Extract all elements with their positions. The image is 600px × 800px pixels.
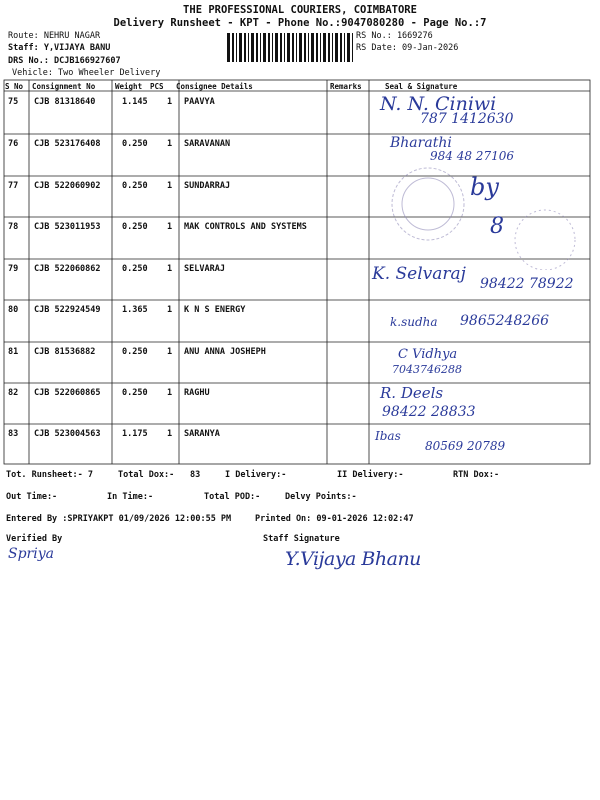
row-weight: 1.145	[122, 97, 148, 107]
col-sno: S No	[5, 82, 24, 91]
row-weight: 0.250	[122, 139, 148, 149]
row-signature-phone: 98422 28833	[382, 404, 476, 420]
row-consignment-no: CJB 522060862	[34, 264, 101, 274]
staff-label: Staff: Y,VIJAYA BANU	[8, 43, 111, 53]
row-pcs: 1	[167, 429, 173, 439]
rs-date: RS Date: 09-Jan-2026	[356, 43, 459, 53]
row-signature: C Vidhya	[398, 347, 458, 362]
row-consignee: RAGHU	[184, 388, 210, 398]
col-consignee: Consignee Details	[176, 82, 253, 91]
row-signature: 8	[490, 214, 504, 239]
row-signature-phone: 9865248266	[460, 313, 550, 329]
verified-by-label: Verified By	[6, 534, 63, 544]
row-sno: 81	[8, 347, 19, 357]
entered-by: Entered By :SPRIYAKPT 01/09/2026 12:00:55 PM	[6, 514, 232, 524]
row-weight: 0.250	[122, 222, 148, 232]
stamp-seal-icon	[380, 160, 580, 270]
row-sno: 80	[8, 305, 19, 315]
total-dox-label: Total Dox:-	[118, 470, 175, 480]
row-consignment-no: CJB 523176408	[34, 139, 101, 149]
ii-delivery: II Delivery:-	[337, 470, 404, 480]
row-sno: 78	[8, 222, 19, 232]
row-sno: 79	[8, 264, 19, 274]
col-remarks: Remarks	[330, 82, 362, 91]
i-delivery: I Delivery:-	[225, 470, 287, 480]
col-consignment: Consignment No	[32, 82, 96, 91]
verified-signature: Spriya	[8, 546, 54, 562]
col-weight: Weight	[115, 82, 143, 91]
row-consignment-no: CJB 522060902	[34, 181, 101, 191]
row-consignment-no: CJB 522924549	[34, 305, 101, 315]
row-consignee: SELVARAJ	[184, 264, 225, 274]
row-signature: K. Selvaraj	[372, 264, 466, 284]
row-consignee: K N S ENERGY	[184, 305, 246, 315]
row-consignment-no: CJB 81536882	[34, 347, 96, 357]
row-signature-phone: 984 48 27106	[430, 149, 514, 163]
row-consignment-no: CJB 81318640	[34, 97, 96, 107]
row-signature-phone: 98422 78922	[480, 276, 574, 292]
col-pcs: PCS	[150, 82, 164, 91]
out-time: Out Time:-	[6, 492, 58, 502]
staff-signature-label: Staff Signature	[263, 534, 340, 544]
drs-number: DRS No.: DCJB166927607	[8, 56, 121, 66]
runsheet-company-title: THE PROFESSIONAL COURIERS, COIMBATORE	[183, 4, 417, 16]
row-signature-phone: 80569 20789	[425, 439, 506, 453]
row-signature: R. Deels	[380, 384, 444, 402]
rtn-dox: RTN Dox:-	[453, 470, 500, 480]
row-consignee: ANU ANNA JOSHEPH	[184, 347, 266, 357]
row-sno: 76	[8, 139, 19, 149]
row-weight: 0.250	[122, 264, 148, 274]
in-time: In Time:-	[107, 492, 154, 502]
row-pcs: 1	[167, 181, 173, 191]
row-consignee: SARANYA	[184, 429, 220, 439]
row-consignee: SARAVANAN	[184, 139, 231, 149]
delvy-points: Delvy Points:-	[285, 492, 357, 502]
row-pcs: 1	[167, 264, 173, 274]
row-pcs: 1	[167, 139, 173, 149]
row-pcs: 1	[167, 222, 173, 232]
row-pcs: 1	[167, 347, 173, 357]
row-sno: 83	[8, 429, 19, 439]
route-label: Route: NEHRU NAGAR	[8, 31, 101, 41]
col-seal-signature: Seal & Signature	[385, 82, 458, 91]
row-signature: Bharathi	[390, 135, 452, 151]
row-signature: by	[470, 173, 499, 201]
tot-runsheet: Tot. Runsheet:- 7	[6, 470, 93, 480]
row-weight: 1.365	[122, 305, 148, 315]
total-dox-value: 83	[190, 470, 201, 480]
row-sno: 82	[8, 388, 19, 398]
row-signature: Ibas	[375, 429, 401, 443]
row-weight: 0.250	[122, 181, 148, 191]
row-consignment-no: CJB 523011953	[34, 222, 101, 232]
row-sno: 75	[8, 97, 19, 107]
row-weight: 0.250	[122, 347, 148, 357]
row-signature-phone: 7043746288	[392, 363, 462, 376]
staff-signature: Y.Vijaya Bhanu	[285, 548, 421, 570]
rs-number: RS No.: 1669276	[356, 31, 433, 41]
row-pcs: 1	[167, 305, 173, 315]
row-weight: 1.175	[122, 429, 148, 439]
row-consignee: PAAVYA	[184, 97, 215, 107]
row-pcs: 1	[167, 388, 173, 398]
row-consignee: MAK CONTROLS AND SYSTEMS	[184, 222, 307, 232]
row-signature-phone: 787 1412630	[420, 111, 514, 127]
row-consignment-no: CJB 523004563	[34, 429, 101, 439]
row-signature: k.sudha	[390, 315, 438, 329]
vehicle-label: Vehicle: Two Wheeler Delivery	[12, 68, 161, 78]
row-consignee: SUNDARRAJ	[184, 181, 231, 191]
row-signature: N. N. Ciniwi	[380, 93, 497, 115]
runsheet-subtitle: Delivery Runsheet - KPT - Phone No.:9047080280 - Page No.:7	[113, 17, 487, 29]
row-consignment-no: CJB 522060865	[34, 388, 101, 398]
row-pcs: 1	[167, 97, 173, 107]
total-pod: Total POD:-	[204, 492, 261, 502]
printed-on: Printed On: 09-01-2026 12:02:47	[255, 514, 414, 524]
row-weight: 0.250	[122, 388, 148, 398]
row-sno: 77	[8, 181, 19, 191]
